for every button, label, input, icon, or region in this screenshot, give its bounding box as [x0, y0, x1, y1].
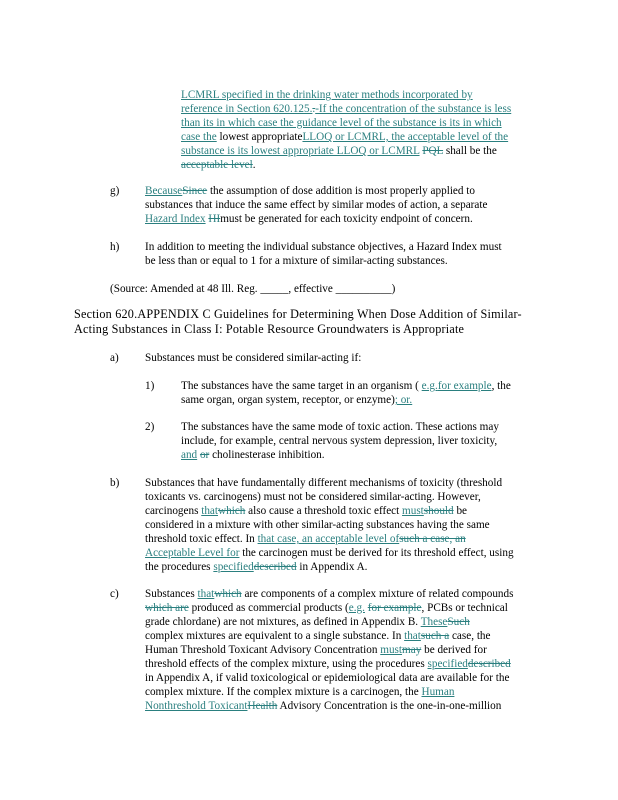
appendix-heading [74, 307, 574, 337]
subsection-b [145, 476, 565, 574]
ins-text: e.g. [348, 602, 365, 614]
item-label: 2) [145, 421, 155, 433]
ins-text: reference in Section 620.125. [181, 103, 313, 115]
subsection-c [145, 587, 565, 713]
del-text: . [312, 103, 316, 115]
ins-text: specified [213, 561, 254, 573]
del-text: should [423, 505, 454, 517]
plain-text: Advisory Concentration is the one-in-one-million [279, 700, 502, 712]
item-label: 1) [145, 380, 155, 392]
ins-text: e.g. [421, 380, 438, 392]
plain-text: , PCBs or technical [421, 602, 508, 614]
ins-text: must [402, 505, 424, 517]
del-text: Health [247, 700, 278, 712]
ins-text: case the [181, 131, 217, 143]
ins-text: that case, an acceptable level of [257, 533, 400, 545]
del-text: may [402, 644, 422, 656]
del-text: or [199, 449, 210, 461]
ins-text: substance is its lowest appropriate LLOQ or LCMRL [181, 145, 420, 157]
subsection-label: b) [110, 477, 120, 489]
plain-text: In addition to meeting the individual substance objectives, a Hazard Index must [145, 241, 502, 253]
subsection-label: c) [110, 588, 119, 600]
del-text: HI [208, 213, 221, 225]
subsection-h [145, 240, 565, 268]
subsection-label: g) [110, 185, 120, 197]
plain-text: include, for example, central nervous system depression, liver toxicity, [181, 435, 498, 447]
ins-text: and [181, 449, 198, 461]
del-text: acceptable level [181, 159, 253, 171]
plain-text: substances that induce the same effect by similar modes of action, a separate [145, 199, 488, 211]
item-a1 [181, 379, 561, 407]
plain-text: Substances [145, 588, 195, 600]
plain-text: grade chlordane) are not mixtures, as defined in Appendix B. [145, 616, 419, 628]
plain-text: carcinogens [145, 505, 199, 517]
ins-text: These [420, 616, 448, 628]
plain-text: complex mixture. If the complex mixture is a carcinogen, the [145, 686, 419, 698]
del-text: Such [447, 616, 470, 628]
plain-text: in Appendix A. [299, 561, 368, 573]
subsection-label: a) [110, 352, 119, 364]
ins-text: ; or. [394, 394, 413, 406]
plain-text: same organ, organ system, receptor, or enzyme) [181, 394, 395, 406]
ins-text: Nonthreshold Toxicant [145, 700, 248, 712]
plain-text: Substances must be considered similar-acting if: [145, 352, 362, 364]
plain-text: complex mixtures are equivalent to a single substance. In [145, 630, 402, 642]
item-a2 [181, 420, 561, 462]
plain-text: be [456, 505, 467, 517]
plain-text: threshold toxic effect. In [145, 533, 255, 545]
del-text: described [467, 658, 511, 670]
plain-text: the procedures [145, 561, 211, 573]
del-text: such a [420, 630, 450, 642]
ins-text: specified [427, 658, 468, 670]
plain-text: toxicants vs. carcinogens) must not be considered similar-acting. However, [145, 491, 481, 503]
ins-text: Hazard Index [145, 213, 206, 225]
del-text: such a case, an [399, 533, 466, 545]
ins-text: than its in which case the guidance level of the substance is its in which [181, 117, 502, 129]
top-paragraph [181, 88, 561, 172]
plain-text: lowest appropriate [219, 131, 303, 143]
plain-text: cholinesterase inhibition. [212, 449, 325, 461]
ins-text: must [380, 644, 403, 656]
del-text: for example [367, 602, 422, 614]
heading-line: Acting Substances in Class I: Potable Resource Groundwaters is Appropriate [74, 322, 465, 336]
plain-text: are components of a complex mixture of related compounds [244, 588, 514, 600]
plain-text: The substances have the same mode of toxic action. These actions may [181, 421, 499, 433]
subsection-a [145, 351, 565, 365]
ins-text: LCMRL specified in the drinking water methods incorporated by [181, 89, 473, 101]
plain-text: be derived for [424, 644, 487, 656]
del-text: described [253, 561, 297, 573]
plain-text: in Appendix A, if valid toxicological or epidemiological data are available for the [145, 672, 510, 684]
ins-text: -If the concentration of the substance is less [315, 103, 512, 115]
plain-text: threshold effects of the complex mixture, using the procedures [145, 658, 425, 670]
plain-text: Human Threshold Toxicant Advisory Concentration [145, 644, 378, 656]
plain-text: also cause a threshold toxic effect [248, 505, 400, 517]
plain-text: the assumption of dose addition is most properly applied to [209, 185, 475, 197]
source-note: (Source: Amended at 48 Ill. Reg. _____, effective __________) [110, 283, 396, 295]
subsection-label: h) [110, 241, 120, 253]
del-text: which [218, 505, 246, 517]
plain-text: considered in a mixture with other similar-acting substances having the same [145, 519, 490, 531]
ins-text: that [197, 588, 215, 600]
ins-text: LLOQ or LCMRL, the acceptable level of the [302, 131, 509, 143]
ins-text: Acceptable Level for [145, 547, 240, 559]
plain-text: Substances that have fundamentally different mechanisms of toxicity (threshold [145, 477, 503, 489]
plain-text: be less than or equal to 1 for a mixture of similar-acting substances. [145, 255, 448, 267]
plain-text: . [252, 159, 256, 171]
plain-text: must be generated for each toxicity endpoint of concern. [220, 213, 473, 225]
plain-text: the carcinogen must be derived for its threshold effect, using [242, 547, 514, 559]
plain-text: shall be the [445, 145, 497, 157]
plain-text: produced as commercial products ( [191, 602, 349, 614]
subsection-g [145, 184, 565, 226]
ins-text: Because [145, 185, 183, 197]
plain-text: The substances have the same target in an organism ( [181, 380, 419, 392]
heading-line: Section 620.APPENDIX C Guidelines for Determining When Dose Addition of Similar- [74, 307, 522, 321]
ins-text: that [201, 505, 219, 517]
ins-text: Human [421, 686, 455, 698]
ins-text: for example [437, 380, 492, 392]
del-text: which are [145, 602, 189, 614]
del-text: which [214, 588, 242, 600]
plain-text: , the [491, 380, 511, 392]
del-text: PQL [422, 145, 444, 157]
plain-text: case, the [451, 630, 491, 642]
del-text: Since [182, 185, 208, 197]
ins-text: that [404, 630, 421, 642]
